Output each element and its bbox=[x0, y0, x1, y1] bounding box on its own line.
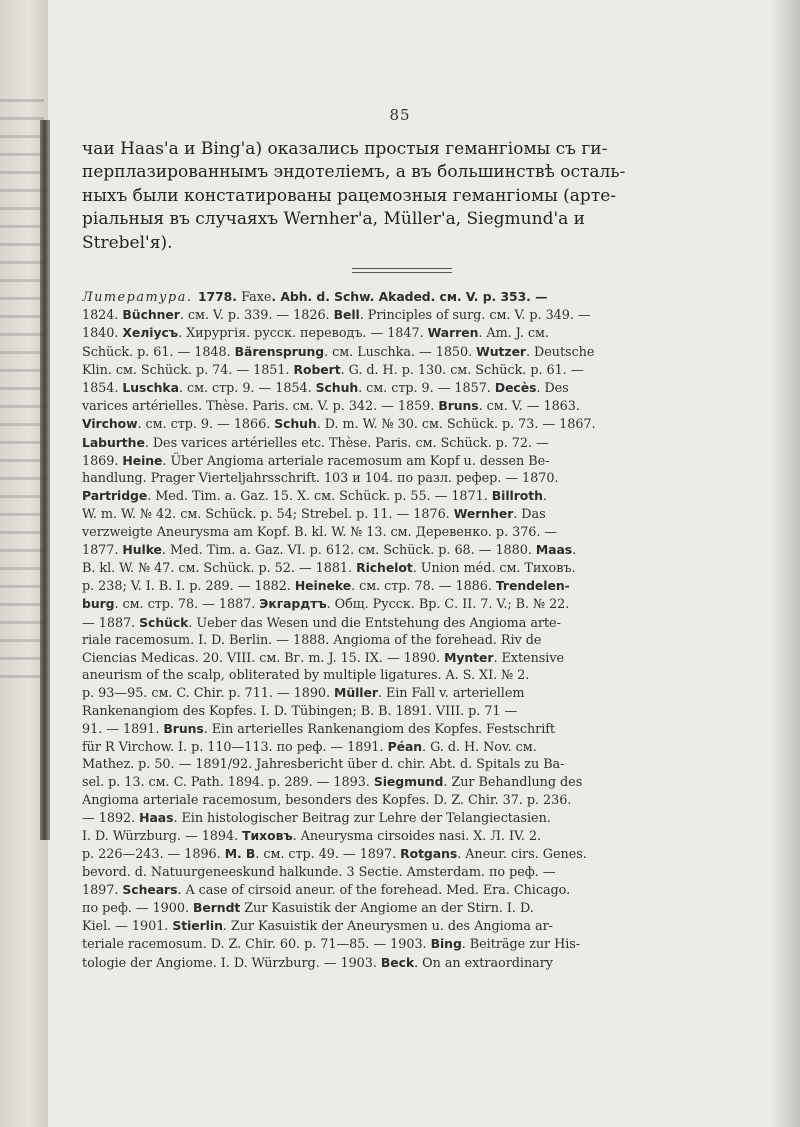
citation-text: . On an extraordinary bbox=[414, 955, 553, 971]
bibliography-line bbox=[82, 614, 764, 632]
citation-text: . Ueber das Wesen und die Entstehung des Angioma arte- bbox=[188, 615, 561, 631]
author-name: Wutzer bbox=[476, 343, 526, 359]
citation-text: Mathez. p. 50. — 1891/92. Jahresbericht über d. chir. Abt. d. Spitals zu Ba- bbox=[82, 757, 565, 773]
intro-line: чаи Haas'а и Bing'а) оказались простыя гемангіомы съ ги- bbox=[82, 139, 608, 159]
citation-text: tologie der Angiome. I. D. Würzburg. — 1903. bbox=[82, 955, 381, 971]
citation-text: 1840. bbox=[82, 326, 123, 342]
citation-text: 1869. bbox=[82, 453, 123, 469]
citation-text: — 1887. bbox=[82, 615, 140, 631]
bibliography-line bbox=[82, 703, 764, 720]
author-name: Maas bbox=[535, 541, 573, 557]
citation-text: Ciencias Medicas. 20. VIII. см. Вг. m. J. 15. IX. — 1890. bbox=[82, 651, 445, 667]
bibliography-line bbox=[82, 827, 764, 845]
citation-text: . A case of cirsoid aneur. of the forehead. Med. Era. Chicago. bbox=[177, 882, 571, 898]
bibliography-line bbox=[82, 809, 764, 827]
citation-text: по реф. — 1900. bbox=[82, 900, 193, 916]
bibliography-line bbox=[82, 505, 764, 523]
page-edge-shade bbox=[770, 0, 800, 1127]
bibliography-line bbox=[82, 559, 764, 577]
citation-text: . bbox=[572, 542, 577, 558]
page-number: 85 bbox=[389, 106, 411, 124]
citation-text: . bbox=[542, 489, 547, 505]
citation-text: . Deutsche bbox=[526, 344, 595, 360]
bibliography-line bbox=[82, 452, 764, 470]
author-name: Berndt bbox=[193, 899, 241, 915]
author-name: Schück bbox=[139, 614, 189, 630]
author-name: Schears bbox=[122, 881, 178, 897]
bibliography-line bbox=[82, 487, 764, 505]
bibliography-line bbox=[82, 288, 764, 306]
citation-text: . Zur Behandlung des bbox=[443, 775, 583, 791]
citation-text: 1897. bbox=[82, 882, 123, 898]
citation-text: p. 93—95. см. C. Chir. p. 711. — 1890. bbox=[82, 686, 335, 702]
bibliography-line bbox=[82, 864, 764, 881]
author-name: Luschka bbox=[122, 380, 179, 396]
citation-text: . Ein histologischer Beitrag zur Lehre der Telangiectasien. bbox=[173, 810, 551, 826]
citation-text: Klin. см. Schück. p. 74. — 1851. bbox=[82, 362, 294, 378]
citation-text: Rankenangiom des Kopfes. I. D. Tübingen; B. B. 1891. VIII. p. 71 — bbox=[82, 703, 518, 719]
citation-text: Kiel. — 1901. bbox=[82, 919, 173, 935]
citation-text: . Хирургія. русск. переводъ. — 1847. bbox=[178, 326, 428, 342]
citation-text: . Med. Tim. a. Gaz. 15. X. см. Schück. p. 55. — 1871. bbox=[147, 489, 492, 505]
bibliography-line bbox=[82, 935, 764, 953]
bibliography-line bbox=[82, 415, 764, 433]
citation-text: sel. p. 13. см. C. Path. 1894. p. 289. — 1893. bbox=[82, 775, 374, 791]
author-name: Robert bbox=[293, 361, 341, 377]
bibliography-line bbox=[82, 720, 764, 738]
intro-line: Strebel'я). bbox=[82, 232, 173, 253]
author-name: Wernher bbox=[453, 506, 514, 522]
citation-text: . Extensive bbox=[493, 651, 565, 667]
bibliography-line bbox=[82, 917, 764, 935]
bibliography-line bbox=[82, 470, 764, 487]
author-name: . Abh. d. Schw. Akaded. см. V. p. 353. — bbox=[271, 289, 548, 304]
bibliography-line bbox=[82, 684, 764, 702]
citation-text: Schück. p. 61. — 1848. bbox=[82, 344, 235, 360]
author-name: Hulke bbox=[122, 541, 162, 557]
author-name: Virchow bbox=[82, 416, 138, 432]
author-name: Billroth bbox=[491, 488, 543, 504]
citation-text: B. kl. W. № 47. см. Schück. p. 52. — 1881. bbox=[82, 561, 357, 577]
bibliography-line bbox=[82, 324, 764, 342]
binding-gutter bbox=[0, 0, 48, 1127]
bibliography-line bbox=[82, 361, 764, 379]
author-name: Bell bbox=[333, 307, 360, 323]
citation-text: varices artérielles. Thèse. Paris. см. V. p. 342. — 1859. bbox=[82, 399, 439, 415]
citation-text: handlung. Prager Vierteljahrsschrift. 103 и 104. по разл. рефер. — 1870. bbox=[82, 471, 559, 487]
bibliography-line bbox=[82, 595, 764, 613]
bibliography-line bbox=[82, 397, 764, 415]
citation-text: . Med. Tim. a. Gaz. VI. p. 612. см. Schück. p. 68. — 1880. bbox=[161, 542, 536, 558]
citation-text: . см. стр. 9. — 1854. bbox=[178, 381, 316, 397]
citation-text: . G. d. H. p. 130. см. Schück. p. 61. — bbox=[340, 362, 584, 378]
author-name: Siegmund bbox=[373, 774, 444, 790]
author-name: Bing bbox=[430, 936, 462, 952]
citation-text: riale racemosum. I. D. Berlin. — 1888. Angioma of the forehead. Riv de bbox=[82, 632, 542, 648]
author-name: Büchner bbox=[122, 307, 180, 323]
intro-line: ныхъ были констатированы рацемозныя гемангіомы (арте- bbox=[82, 185, 617, 206]
citation-text: . см. стр. 49. — 1897. bbox=[255, 847, 401, 863]
citation-text: — 1892. bbox=[82, 810, 140, 826]
citation-text: teriale racemosum. D. Z. Chir. 60. p. 71—85. — 1903. bbox=[82, 937, 431, 953]
author-name: Warren bbox=[427, 325, 479, 341]
bibliography-line bbox=[82, 756, 764, 773]
citation-text: . Beiträge zur His- bbox=[461, 937, 581, 953]
author-name: Haas bbox=[139, 809, 174, 825]
citation-text: aneurism of the scalp, obliterated by multiple ligatures. A. S. XI. № 2. bbox=[82, 668, 530, 684]
citation-text: . Principles of surg. см. V. p. 349. — bbox=[359, 308, 591, 324]
bibliography-heading: Литература. bbox=[82, 290, 198, 305]
author-name: Mynter bbox=[444, 650, 494, 666]
bibliography-line bbox=[82, 541, 764, 559]
citation-text: . см. стр. 9. — 1866. bbox=[137, 417, 275, 433]
citation-text: . Des bbox=[536, 381, 569, 397]
citation-text: . см. стр. 9. — 1857. bbox=[358, 381, 495, 397]
citation-text: p. 238; V. I. B. I. p. 289. — 1882. bbox=[82, 579, 295, 595]
citation-text: Zur Kasuistik der Angiome an der Stirn. I. D. bbox=[240, 900, 534, 916]
author-name: Richelot bbox=[356, 560, 413, 576]
section-separator bbox=[352, 268, 452, 273]
bibliography-line bbox=[82, 306, 764, 324]
author-name: Partridge bbox=[82, 488, 148, 504]
author-name: Stierlin bbox=[172, 918, 223, 934]
author-name: Bruns bbox=[163, 720, 204, 736]
bibliography-line bbox=[82, 577, 764, 595]
bibliography-line bbox=[82, 738, 764, 756]
author-name: Экгардтъ bbox=[259, 596, 327, 612]
author-name: Müller bbox=[334, 685, 378, 701]
bibliography-line bbox=[82, 667, 764, 684]
bibliography-line bbox=[82, 343, 764, 361]
intro-paragraph bbox=[82, 138, 764, 255]
citation-text: verzweigte Aneurysma am Kopf. B. kl. W. № 13. см. Деревенко. p. 376. — bbox=[82, 524, 558, 540]
citation-text: 1854. bbox=[82, 381, 123, 397]
citation-text: . Общ. Русск. Вр. С. II. 7. V.; В. № 22. bbox=[326, 597, 570, 613]
citation-text: . Union méd. см. Тиховъ. bbox=[412, 561, 576, 577]
author-name: Schuh bbox=[274, 416, 317, 432]
author-name: Rotgans bbox=[400, 846, 458, 862]
citation-text: Faxe bbox=[241, 290, 272, 305]
citation-text: . см. стр. 78. — 1886. bbox=[351, 579, 496, 595]
author-name: Bärensprung bbox=[234, 343, 325, 359]
bibliography-line bbox=[82, 899, 764, 917]
citation-text: für R Virchow. I. p. 110—113. по реф. — 1891. bbox=[82, 740, 388, 756]
bibliography-line bbox=[82, 649, 764, 667]
bibliography-line bbox=[82, 792, 764, 809]
bibliography-line bbox=[82, 845, 764, 863]
author-name: Heineke bbox=[294, 578, 352, 594]
citation-text: . см. Luschka. — 1850. bbox=[324, 344, 477, 360]
author-name: burg bbox=[82, 596, 115, 612]
author-name: Trendelen- bbox=[495, 578, 570, 594]
author-name: Тиховъ bbox=[242, 828, 293, 844]
citation-text: . см. V. — 1863. bbox=[478, 399, 580, 415]
author-name: M. B bbox=[224, 846, 256, 862]
citation-text: Angioma arteriale racemosum, besonders des Kopfes. D. Z. Chir. 37. p. 236. bbox=[82, 792, 572, 808]
citation-text: . см. стр. 78. — 1887. bbox=[114, 597, 260, 613]
citation-text: . Aneurysma cirsoides nasi. X. Л. IV. 2. bbox=[292, 829, 542, 845]
author-name: 1778. bbox=[197, 289, 242, 304]
citation-text: . Zur Kasuistik der Aneurysmen u. des Angioma ar- bbox=[222, 919, 553, 935]
author-name: Péan bbox=[387, 739, 423, 755]
citation-text: 91. — 1891. bbox=[82, 721, 164, 737]
citation-text: . Des varices artérielles etc. Thèse. Paris. см. Schück. p. 72. — bbox=[144, 435, 549, 451]
citation-text: . Aneur. cirs. Genes. bbox=[457, 847, 587, 863]
author-name: Bruns bbox=[438, 398, 479, 414]
citation-text: . D. m. W. № 30. см. Schück. p. 73. — 1867. bbox=[316, 417, 596, 433]
bibliography bbox=[82, 288, 764, 972]
citation-text: . см. V. p. 339. — 1826. bbox=[179, 308, 334, 324]
citation-text: 1824. bbox=[82, 308, 123, 324]
author-name: Schuh bbox=[315, 380, 359, 396]
author-name: Laburthe bbox=[82, 434, 145, 450]
citation-text: W. m. W. № 42. см. Schück. p. 54; Strebel. p. 11. — 1876. bbox=[82, 507, 454, 523]
citation-text: p. 226—243. — 1896. bbox=[82, 847, 225, 863]
author-name: Beck bbox=[380, 954, 415, 970]
facing-page-text bbox=[0, 90, 44, 690]
bibliography-line bbox=[82, 434, 764, 452]
author-name: Heine bbox=[122, 452, 163, 468]
binding-shadow bbox=[40, 120, 50, 840]
citation-text: I. D. Würzburg. — 1894. bbox=[82, 829, 243, 845]
bibliography-line bbox=[82, 632, 764, 649]
citation-text: . G. d. H. Nov. см. bbox=[422, 740, 537, 756]
author-name: Хеліусъ bbox=[122, 325, 179, 341]
intro-line: ріальныя въ случаяхъ Wernher'а, Müller'а, Siegmund'а и bbox=[82, 209, 585, 230]
bibliography-line bbox=[82, 773, 764, 791]
citation-text: 1877. bbox=[82, 542, 123, 558]
intro-line: перплазированнымъ эндотеліемъ, а въ большинствѣ осталь- bbox=[82, 162, 626, 183]
bibliography-line bbox=[82, 954, 764, 972]
citation-text: . Ein arterielles Rankenangiom des Kopfes. Festschrift bbox=[203, 721, 556, 737]
citation-text: bevord. d. Natuurgeneeskund halkunde. 3 Sectie. Amsterdam. по реф. — bbox=[82, 864, 556, 880]
citation-text: . Ein Fall v. arteriellem bbox=[377, 686, 525, 702]
citation-text: . Am. J. см. bbox=[478, 326, 549, 342]
bibliography-line bbox=[82, 881, 764, 899]
bibliography-line bbox=[82, 524, 764, 541]
citation-text: . Über Angioma arteriale racemosum am Kopf u. dessen Be- bbox=[162, 453, 550, 469]
citation-text: . Das bbox=[513, 507, 546, 523]
bibliography-line bbox=[82, 379, 764, 397]
author-name: Decès bbox=[494, 380, 537, 396]
